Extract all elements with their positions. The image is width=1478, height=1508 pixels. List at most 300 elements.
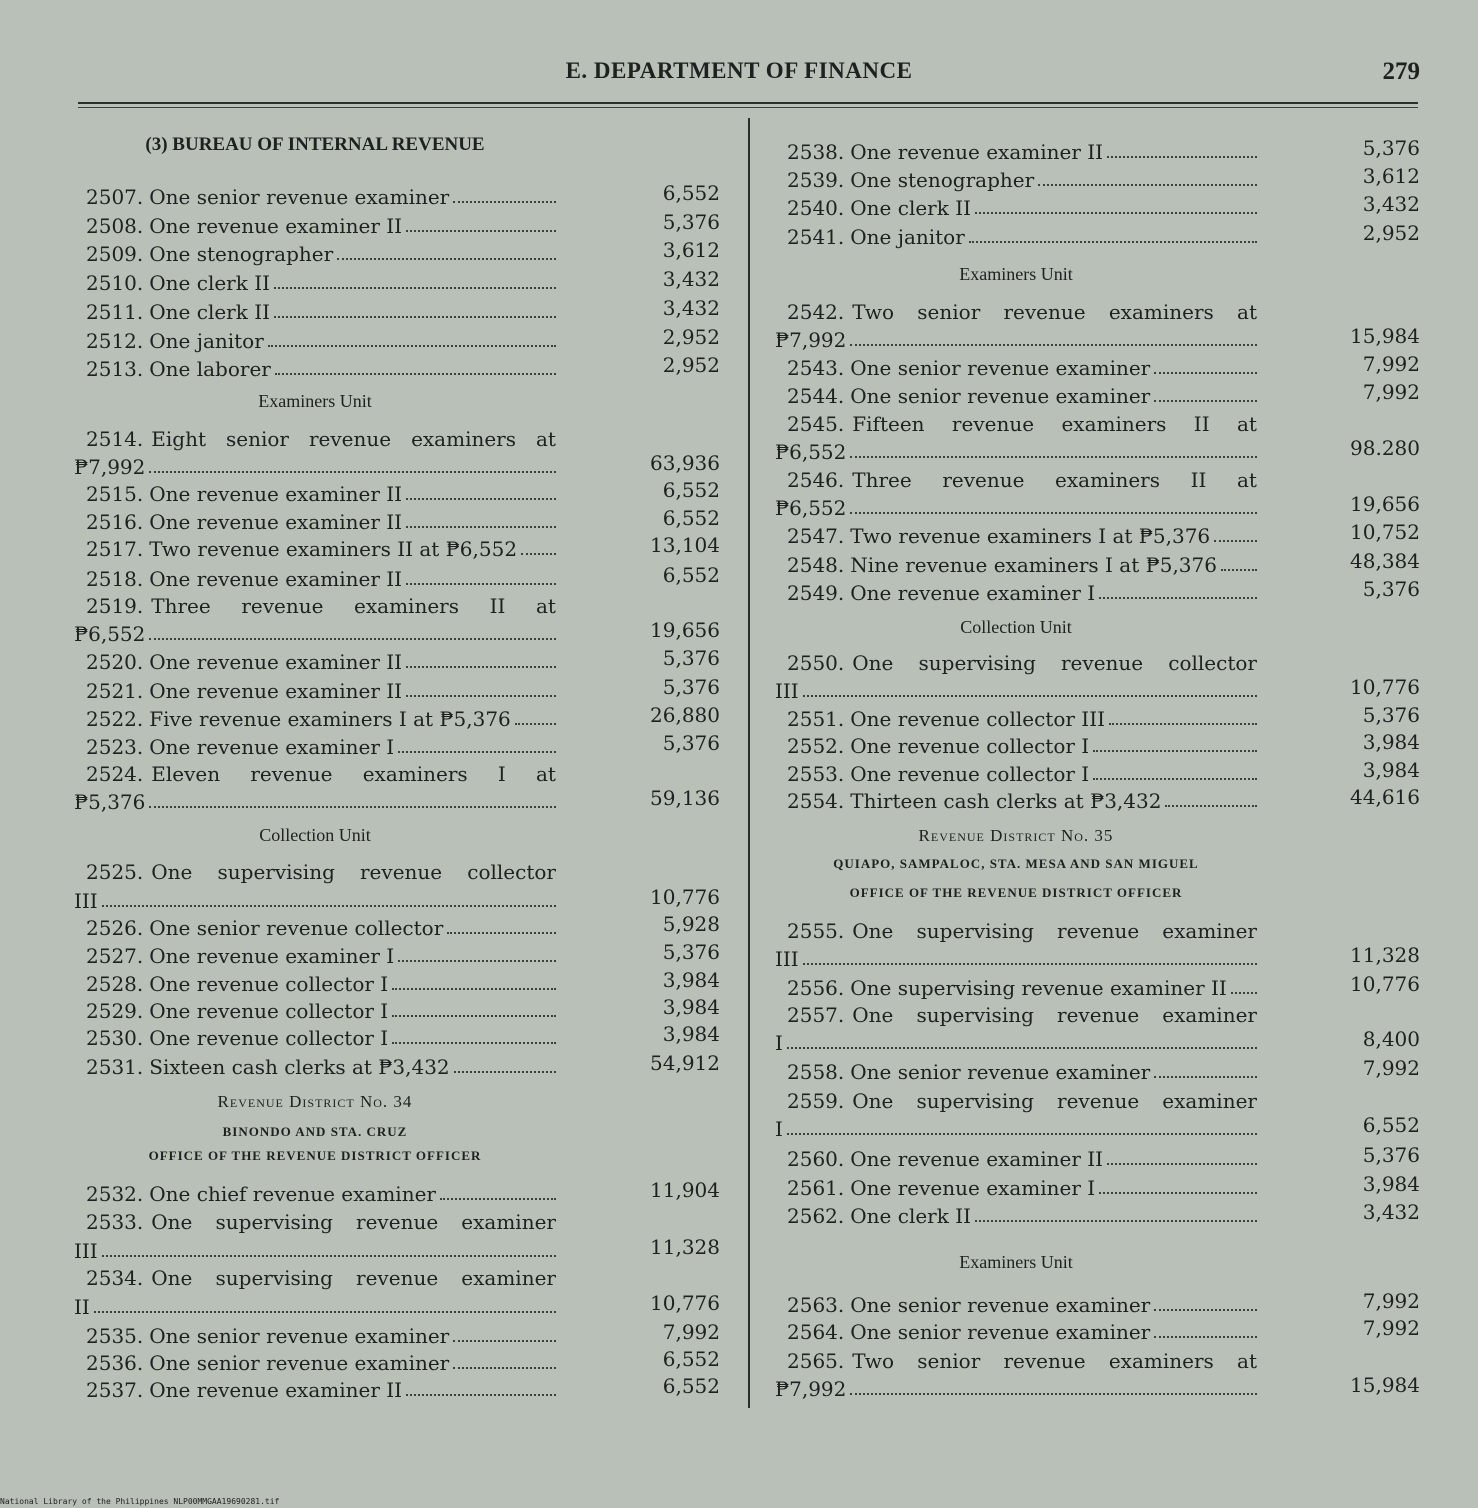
item-continuation: II	[74, 1295, 90, 1319]
item-number: 2538.	[787, 140, 845, 164]
dot-leader	[1109, 723, 1257, 725]
item-continuation: ₱7,992	[74, 455, 146, 479]
item-number: 2524.	[86, 762, 144, 786]
item-text: One clerk II	[850, 196, 972, 220]
item-description	[775, 1318, 1257, 1346]
header-rule-thin	[78, 107, 1418, 108]
item-description-line1: Two senior revenue examiners at	[852, 300, 1257, 324]
item-description-line2	[775, 1115, 1257, 1143]
item-amount: 3,984	[1362, 1172, 1420, 1196]
item-description	[74, 970, 556, 998]
item-amount: 5,376	[662, 731, 720, 755]
item-number: 2560.	[787, 1147, 845, 1171]
item-number: 2565.	[787, 1349, 845, 1373]
dot-leader	[406, 1394, 556, 1396]
item-description-line1: One supervising revenue examiner	[852, 1003, 1257, 1027]
dot-leader	[149, 471, 556, 473]
item-amount: 6,552	[662, 563, 720, 587]
item-number: 2522.	[86, 707, 144, 731]
item-number: 2542.	[787, 300, 845, 324]
item-continuation: III	[775, 947, 799, 971]
item-text: One revenue examiner II	[149, 679, 403, 703]
item-amount: 7,992	[1362, 1316, 1420, 1340]
item-text: One senior revenue examiner	[850, 1293, 1151, 1317]
item-text: Two revenue examiners II at ₱6,552	[149, 537, 518, 561]
item-number: 2521.	[86, 679, 144, 703]
item-text: One revenue examiner II	[850, 1147, 1104, 1171]
item-number: 2550.	[787, 651, 845, 675]
item-description-line1: One supervising revenue collector	[852, 651, 1257, 675]
dot-leader	[406, 583, 556, 585]
item-description	[74, 327, 556, 355]
item-continuation: ₱6,552	[775, 440, 847, 464]
item-continuation: ₱6,552	[74, 622, 146, 646]
item-description	[775, 166, 1257, 194]
item-text: One clerk II	[149, 300, 271, 324]
item-text: One revenue examiner II	[149, 1378, 403, 1402]
item-description-line2	[775, 438, 1257, 466]
unit-heading: Examiners Unit	[258, 391, 372, 411]
item-number: 2551.	[787, 707, 845, 731]
item-amount: 19,656	[650, 618, 720, 642]
unit-heading: Collection Unit	[960, 617, 1072, 637]
item-number: 2559.	[787, 1089, 845, 1113]
dot-leader	[969, 241, 1257, 243]
item-amount: 7,992	[662, 1320, 720, 1344]
item-number: 2546.	[787, 468, 845, 492]
item-amount: 6,552	[662, 181, 720, 205]
dot-leader	[1038, 184, 1257, 186]
item-amount: 7,992	[1362, 380, 1420, 404]
item-description	[74, 1264, 556, 1292]
item-text: One senior revenue examiner	[850, 356, 1151, 380]
dot-leader	[850, 456, 1257, 458]
item-description	[74, 733, 556, 761]
item-number: 2563.	[787, 1293, 845, 1317]
item-continuation: ₱7,992	[775, 1377, 847, 1401]
dot-leader	[1214, 540, 1257, 542]
item-description	[775, 649, 1257, 677]
item-description	[74, 858, 556, 886]
item-number: 2545.	[787, 412, 845, 436]
item-amount: 11,904	[650, 1178, 720, 1202]
item-number: 2514.	[86, 427, 144, 451]
item-text: One laborer	[149, 357, 271, 381]
item-description	[74, 677, 556, 705]
dot-leader	[406, 695, 556, 697]
dot-leader	[406, 498, 556, 500]
dot-leader	[453, 1367, 556, 1369]
item-description	[74, 648, 556, 676]
dot-leader	[274, 316, 556, 318]
item-description	[775, 1145, 1257, 1173]
dot-leader	[1154, 1076, 1257, 1078]
dot-leader	[268, 345, 556, 347]
district-heading: Revenue District No. 34	[217, 1092, 413, 1111]
item-number: 2510.	[86, 271, 144, 295]
item-description-line2	[74, 453, 556, 481]
item-number: 2525.	[86, 860, 144, 884]
item-amount: 5,376	[662, 675, 720, 699]
item-description-line1: One supervising revenue examiner	[151, 1210, 556, 1234]
item-amount: 54,912	[650, 1051, 720, 1075]
item-text: One revenue examiner II	[149, 510, 403, 534]
item-number: 2558.	[787, 1060, 845, 1084]
header-rule	[78, 102, 1418, 104]
item-amount: 3,612	[662, 238, 720, 262]
dot-leader	[1231, 992, 1257, 994]
item-amount: 7,992	[1362, 352, 1420, 376]
item-amount: 3,984	[1362, 730, 1420, 754]
item-amount: 5,376	[1362, 1143, 1420, 1167]
item-description-line2	[775, 494, 1257, 522]
item-amount: 6,552	[662, 1347, 720, 1371]
item-description	[74, 997, 556, 1025]
item-text: Two revenue examiners I at ₱5,376	[850, 524, 1211, 548]
item-description-line1: Fifteen revenue examiners II at	[852, 412, 1257, 436]
item-text: Thirteen cash clerks at ₱3,432	[850, 789, 1162, 813]
item-amount: 10,776	[1350, 972, 1420, 996]
item-number: 2533.	[86, 1210, 144, 1234]
item-number: 2531.	[86, 1055, 144, 1079]
column-divider	[748, 118, 750, 1408]
item-amount: 3,984	[662, 995, 720, 1019]
item-number: 2523.	[86, 735, 144, 759]
item-description	[775, 522, 1257, 550]
item-text: One clerk II	[850, 1204, 972, 1228]
item-number: 2557.	[787, 1003, 845, 1027]
item-description	[74, 1180, 556, 1208]
item-amount: 10,776	[1350, 675, 1420, 699]
item-amount: 44,616	[1350, 785, 1420, 809]
item-amount: 8,400	[1362, 1027, 1420, 1051]
item-text: One revenue collector I	[850, 762, 1090, 786]
item-description	[74, 298, 556, 326]
item-number: 2552.	[787, 734, 845, 758]
item-amount: 3,984	[662, 968, 720, 992]
item-description	[775, 1087, 1257, 1115]
item-number: 2547.	[787, 524, 845, 548]
dot-leader	[803, 695, 1257, 697]
dot-leader	[975, 212, 1257, 214]
item-description-line1: One supervising revenue collector	[151, 860, 556, 884]
item-amount: 2,952	[662, 353, 720, 377]
item-number: 2555.	[787, 919, 845, 943]
item-text: Five revenue examiners I at ₱5,376	[149, 707, 511, 731]
item-number: 2562.	[787, 1204, 845, 1228]
dot-leader	[521, 553, 556, 555]
unit-heading: Examiners Unit	[959, 264, 1073, 284]
item-continuation: III	[74, 1239, 98, 1263]
dot-leader	[1099, 597, 1257, 599]
item-description-line2	[74, 620, 556, 648]
item-amount: 3,432	[1362, 192, 1420, 216]
item-number: 2526.	[86, 916, 144, 940]
item-amount: 63,936	[650, 451, 720, 475]
item-continuation: I	[775, 1117, 783, 1141]
item-number: 2508.	[86, 214, 144, 238]
item-text: Nine revenue examiners I at ₱5,376	[850, 553, 1217, 577]
item-description	[775, 551, 1257, 579]
item-amount: 48,384	[1350, 549, 1420, 573]
dot-leader	[406, 666, 556, 668]
dot-leader	[787, 1047, 1257, 1049]
dot-leader	[337, 258, 556, 260]
item-description	[74, 212, 556, 240]
dot-leader	[515, 723, 556, 725]
item-amount: 6,552	[1362, 1113, 1420, 1137]
item-amount: 5,376	[662, 940, 720, 964]
dot-leader	[787, 1133, 1257, 1135]
item-text: One clerk II	[149, 271, 271, 295]
item-description	[775, 732, 1257, 760]
dot-leader	[1221, 569, 1257, 571]
item-amount: 3,432	[662, 296, 720, 320]
item-amount: 5,928	[662, 912, 720, 936]
item-text: One stenographer	[850, 168, 1035, 192]
item-continuation: I	[775, 1031, 783, 1055]
item-amount: 26,880	[650, 703, 720, 727]
dot-leader	[1165, 805, 1257, 807]
item-number: 2509.	[86, 242, 144, 266]
item-description	[775, 917, 1257, 945]
item-description-line2	[74, 887, 556, 915]
item-amount: 5,376	[1362, 136, 1420, 160]
item-number: 2527.	[86, 944, 144, 968]
unit-heading: Examiners Unit	[959, 1252, 1073, 1272]
item-text: One revenue examiner II	[149, 482, 403, 506]
dot-leader	[454, 1071, 556, 1073]
office-subheading: OFFICE OF THE REVENUE DISTRICT OFFICER	[849, 885, 1183, 900]
item-number: 2507.	[86, 185, 144, 209]
dot-leader	[406, 230, 556, 232]
item-description	[775, 974, 1257, 1002]
item-number: 2549.	[787, 581, 845, 605]
item-description	[775, 1291, 1257, 1319]
item-text: One revenue examiner I	[850, 581, 1096, 605]
item-amount: 13,104	[650, 533, 720, 557]
item-number: 2517.	[86, 537, 144, 561]
item-number: 2543.	[787, 356, 845, 380]
dot-leader	[94, 1311, 556, 1313]
item-description	[74, 425, 556, 453]
item-number: 2535.	[86, 1324, 144, 1348]
dot-leader	[1093, 750, 1257, 752]
item-description-line1: Three revenue examiners II at	[852, 468, 1257, 492]
dot-leader	[1154, 1309, 1257, 1311]
item-text: One revenue collector I	[149, 1026, 389, 1050]
dot-leader	[392, 1042, 556, 1044]
item-description	[74, 1053, 556, 1081]
item-description-line2	[775, 945, 1257, 973]
item-description	[775, 1001, 1257, 1029]
item-number: 2537.	[86, 1378, 144, 1402]
item-number: 2536.	[86, 1351, 144, 1375]
dot-leader	[398, 751, 556, 753]
item-amount: 2,952	[1362, 221, 1420, 245]
item-description-line2	[74, 788, 556, 816]
item-text: One senior revenue collector	[149, 916, 444, 940]
item-amount: 3,612	[1362, 164, 1420, 188]
item-description	[74, 535, 556, 563]
item-text: Sixteen cash clerks at ₱3,432	[149, 1055, 450, 1079]
item-text: One senior revenue examiner	[850, 1060, 1151, 1084]
item-amount: 3,432	[662, 267, 720, 291]
item-number: 2534.	[86, 1266, 144, 1290]
item-description	[74, 760, 556, 788]
item-description	[775, 579, 1257, 607]
item-description-line1: Eight senior revenue examiners at	[151, 427, 556, 451]
dot-leader	[440, 1198, 556, 1200]
item-description	[74, 480, 556, 508]
item-text: One revenue examiner II	[149, 214, 403, 238]
item-description	[775, 194, 1257, 222]
item-description-line2	[775, 677, 1257, 705]
item-number: 2515.	[86, 482, 144, 506]
item-number: 2540.	[787, 196, 845, 220]
item-amount: 3,984	[1362, 758, 1420, 782]
item-text: One revenue collector I	[149, 999, 389, 1023]
page-header	[0, 58, 1478, 94]
item-text: One revenue collector III	[850, 707, 1105, 731]
item-description	[775, 1058, 1257, 1086]
item-amount: 10,776	[650, 885, 720, 909]
item-number: 2561.	[787, 1176, 845, 1200]
item-description	[775, 223, 1257, 251]
item-description	[74, 565, 556, 593]
office-subheading: OFFICE OF THE REVENUE DISTRICT OFFICER	[148, 1148, 482, 1163]
item-amount: 6,552	[662, 1374, 720, 1398]
item-description-line2	[74, 1237, 556, 1265]
item-amount: 5,376	[662, 210, 720, 234]
item-number: 2539.	[787, 168, 845, 192]
dot-leader	[398, 960, 556, 962]
item-number: 2556.	[787, 976, 845, 1000]
item-amount: 2,952	[662, 325, 720, 349]
item-number: 2511.	[86, 300, 144, 324]
item-number: 2544.	[787, 384, 845, 408]
item-description	[775, 382, 1257, 410]
item-number: 2530.	[86, 1026, 144, 1050]
item-amount: 3,432	[1362, 1200, 1420, 1224]
item-amount: 11,328	[650, 1235, 720, 1259]
item-description-line2	[74, 1293, 556, 1321]
item-number: 2519.	[86, 594, 144, 618]
item-amount: 5,376	[662, 646, 720, 670]
item-text: One revenue examiner II	[850, 140, 1104, 164]
dot-leader	[102, 1255, 556, 1257]
item-description-line1: One supervising revenue examiner	[852, 1089, 1257, 1113]
dot-leader	[102, 905, 556, 907]
item-description	[775, 760, 1257, 788]
dot-leader	[850, 512, 1257, 514]
item-number: 2512.	[86, 329, 144, 353]
dot-leader	[149, 806, 556, 808]
item-text: One senior revenue examiner	[850, 1320, 1151, 1344]
dot-leader	[275, 373, 556, 375]
item-text: One chief revenue examiner	[149, 1182, 436, 1206]
item-amount: 3,984	[662, 1022, 720, 1046]
item-amount: 11,328	[1350, 943, 1420, 967]
item-description-line2	[775, 1029, 1257, 1057]
item-number: 2553.	[787, 762, 845, 786]
item-text: One revenue examiner I	[850, 1176, 1096, 1200]
item-text: One janitor	[149, 329, 264, 353]
item-description	[775, 466, 1257, 494]
dot-leader	[1107, 1163, 1257, 1165]
item-number: 2513.	[86, 357, 144, 381]
item-description	[775, 1202, 1257, 1230]
page-number: 279	[1382, 58, 1420, 85]
footer-note: National Library of the Philippines NLP00MMGAA19690281.tif	[0, 1497, 280, 1506]
item-description	[74, 705, 556, 733]
item-description	[775, 1174, 1257, 1202]
item-description-line1: One supervising revenue examiner	[151, 1266, 556, 1290]
item-description-line2	[775, 1375, 1257, 1403]
dot-leader	[1099, 1192, 1257, 1194]
dot-leader	[453, 201, 556, 203]
item-amount: 19,656	[1350, 492, 1420, 516]
item-amount: 98.280	[1350, 436, 1420, 460]
dot-leader	[850, 344, 1257, 346]
item-description	[775, 138, 1257, 166]
item-description	[74, 1349, 556, 1377]
item-description	[74, 269, 556, 297]
item-amount: 5,376	[1362, 577, 1420, 601]
item-description	[74, 508, 556, 536]
district-subheading: QUIAPO, SAMPALOC, STA. MESA AND SAN MIGUEL	[833, 856, 1199, 871]
dot-leader	[1154, 1336, 1257, 1338]
dot-leader	[803, 963, 1257, 965]
item-description	[775, 298, 1257, 326]
item-amount: 10,752	[1350, 520, 1420, 544]
item-description	[74, 1322, 556, 1350]
item-amount: 59,136	[650, 786, 720, 810]
item-continuation: III	[775, 679, 799, 703]
district-heading: Revenue District No. 35	[918, 826, 1114, 845]
item-text: One revenue examiner I	[149, 944, 395, 968]
item-amount: 6,552	[662, 506, 720, 530]
item-description-line2	[775, 326, 1257, 354]
item-number: 2528.	[86, 972, 144, 996]
item-description	[775, 410, 1257, 438]
item-text: One supervising revenue examiner II	[850, 976, 1227, 1000]
item-description	[775, 705, 1257, 733]
item-number: 2529.	[86, 999, 144, 1023]
dot-leader	[1154, 400, 1257, 402]
item-amount: 7,992	[1362, 1289, 1420, 1313]
item-description-line1: One supervising revenue examiner	[852, 919, 1257, 943]
item-number: 2564.	[787, 1320, 845, 1344]
dot-leader	[453, 1340, 556, 1342]
item-continuation: ₱5,376	[74, 790, 146, 814]
item-text: One senior revenue examiner	[149, 1324, 450, 1348]
item-continuation: ₱6,552	[775, 496, 847, 520]
section-heading: (3) BUREAU OF INTERNAL REVENUE	[145, 134, 485, 155]
item-description	[74, 1208, 556, 1236]
item-text: One stenographer	[149, 242, 334, 266]
dot-leader	[1107, 156, 1257, 158]
item-description	[74, 942, 556, 970]
item-text: One senior revenue examiner	[850, 384, 1151, 408]
item-text: One revenue collector I	[149, 972, 389, 996]
item-number: 2532.	[86, 1182, 144, 1206]
item-description	[74, 1376, 556, 1404]
item-description	[775, 787, 1257, 815]
item-description	[74, 914, 556, 942]
item-amount: 15,984	[1350, 324, 1420, 348]
page-title: E. DEPARTMENT OF FINANCE	[565, 58, 913, 83]
